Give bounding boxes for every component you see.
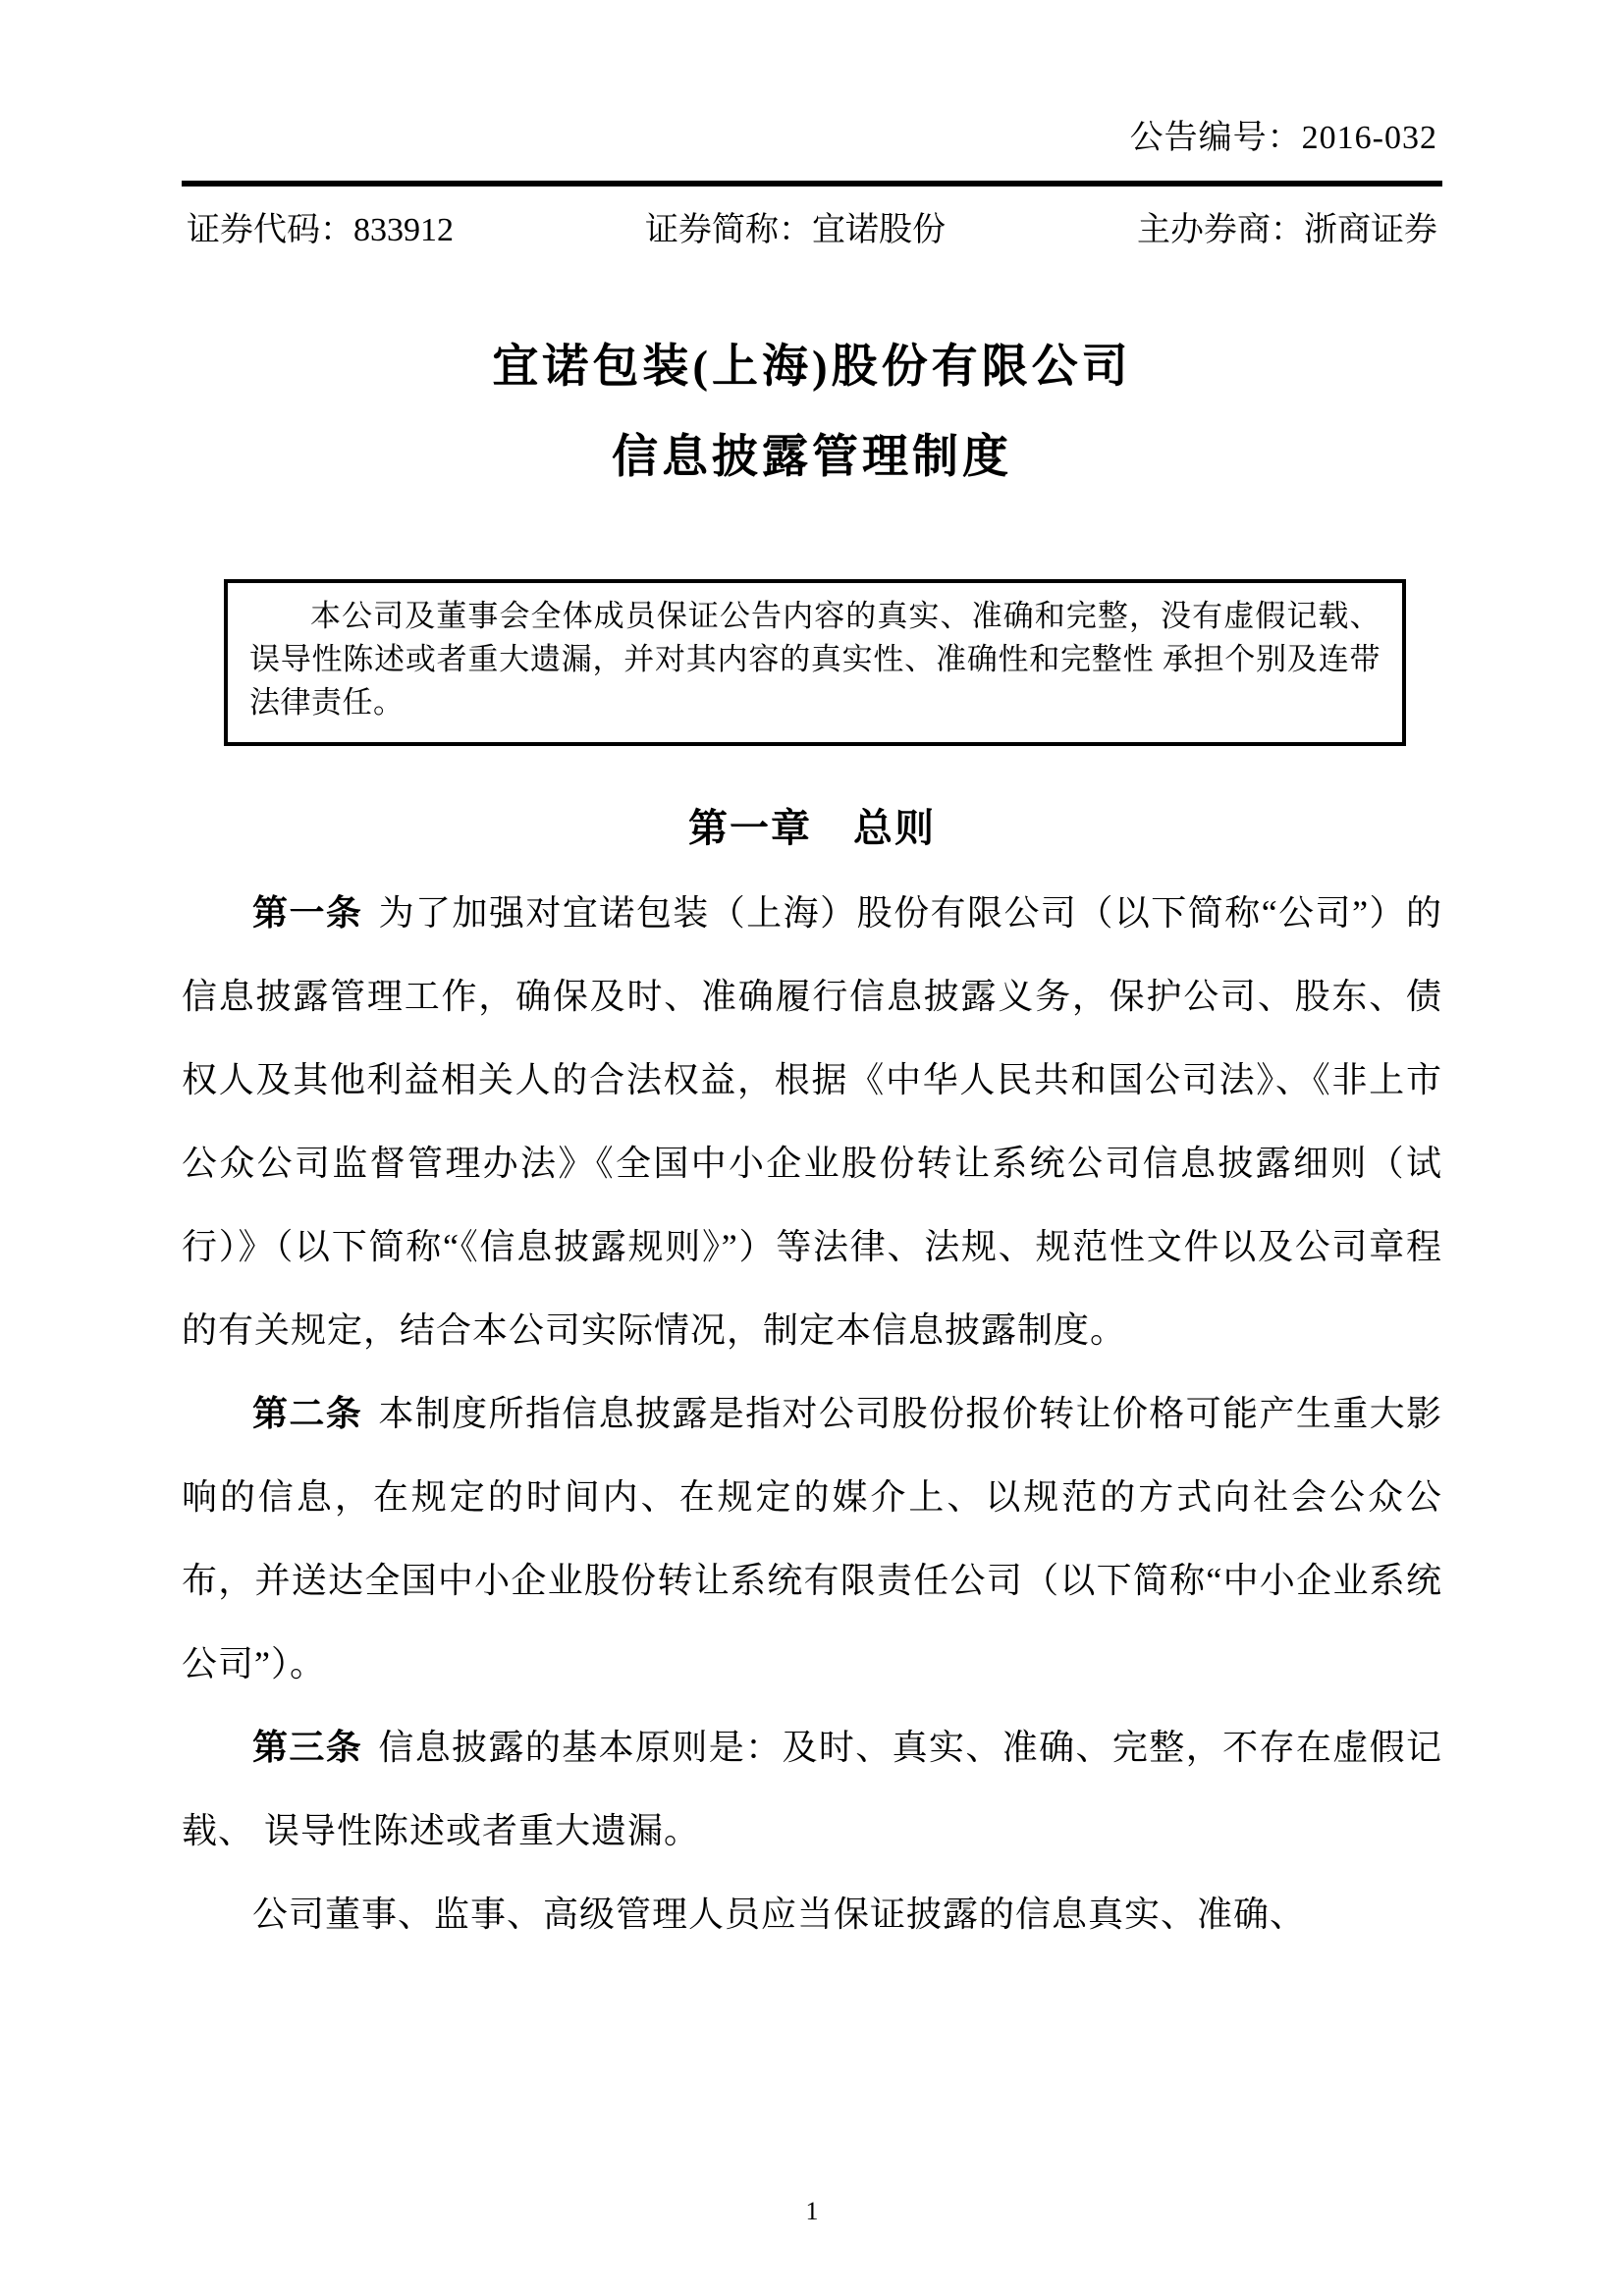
securities-code: 证券代码：833912 xyxy=(187,212,454,248)
article-1-label: 第一条 xyxy=(252,893,363,933)
continuation-paragraph xyxy=(182,1873,1442,1956)
page-number: 1 xyxy=(805,2197,819,2225)
document-body xyxy=(182,872,1442,1956)
article-1-paragraph xyxy=(182,872,1442,1372)
securities-header xyxy=(187,202,1437,250)
sponsor-broker: 主办券商：浙商证券 xyxy=(1137,212,1437,248)
article-3-label: 第三条 xyxy=(252,1728,363,1767)
company-name-title: 宜诺包装(上海)股份有限公司 xyxy=(492,342,1132,393)
article-1-text: 为了加强对宜诺包装（上海）股份有限公司（以下简称“公司”）的信息披露管理工作，确保及时、准确履行信息披露义务，保护公司、股东、债权人及其他利益相关人的合法权益，根据《中华人民共和国公司法》、《非上市公众公司监督管理办法》《全国中小企业股份转让系统公司信息披露细则（试行）》（以下简称“《信息披露规则》”）等法律、法规、规范性文件以及公司章程的有关规定，结合本公司实际情况，制定本信息披露制度。 xyxy=(182,893,1442,1350)
announcement-number: 公告编号：2016-032 xyxy=(1129,120,1437,156)
article-2-text: 本制度所指信息披露是指对公司股份报价转让价格可能产生重大影响的信息，在规定的时间内、在规定的媒介上、以规范的方式向社会公众公布，并送达全国中小企业股份转让系统有限责任公司（以下简称“中小企业系统公司”）。 xyxy=(182,1394,1442,1683)
article-2-paragraph xyxy=(182,1372,1442,1706)
article-2-label: 第二条 xyxy=(252,1394,363,1433)
disclaimer-text: 本公司及董事会全体成员保证公告内容的真实、准确和完整，没有虚假记载、误导性陈述或者重大遗漏，并对其内容的真实性、准确性和完整性 承担个别及连带法律责任。 xyxy=(249,599,1380,720)
disclaimer-box xyxy=(224,579,1406,746)
securities-short-name: 证券简称：宜诺股份 xyxy=(645,212,946,248)
article-3-text: 信息披露的基本原则是：及时、真实、准确、完整，不存在虚假记载、 误导性陈述或者重大遗漏。 xyxy=(182,1728,1442,1850)
chapter-heading: 第一章 总则 xyxy=(688,806,936,850)
continuation-text: 公司董事、监事、高级管理人员应当保证披露的信息真实、准确、 xyxy=(252,1895,1307,1934)
document-title: 信息披露管理制度 xyxy=(612,432,1012,483)
header-rule xyxy=(182,181,1442,187)
article-3-paragraph xyxy=(182,1706,1442,1873)
